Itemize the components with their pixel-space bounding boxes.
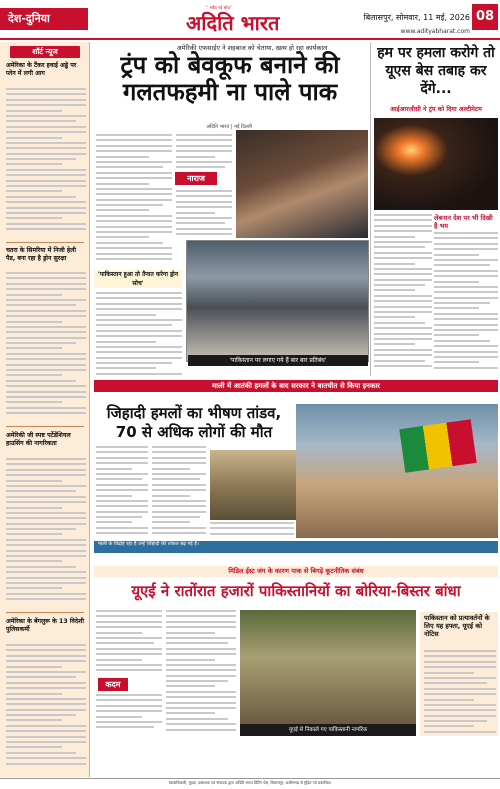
left-column [0,42,90,777]
mali-headline: जिहादी हमलों का भीषण तांडव, 70 से अधिक लोगों की मौत [106,404,282,441]
lead-kicker: अमेरिकी एफसाईए ने शहबाज को चेताया, खत्म हो रहा कार्यकाल [176,44,328,52]
right-top-body-2 [434,232,498,374]
masthead-logo [186,4,296,36]
brief-title-3: अमेरिकी जी स्पष्ट पर्टेडेंशियल हाउसिंग की नागरिकता [6,432,71,447]
bottom-side-headline: पाकिस्तान को प्रत्यावर्तनों के लिए यह हफ्ता, यूएई को नोटिस [424,614,490,638]
dateline: बिलासपुर, सोमवार, 11 मई, 2026 [363,13,470,22]
mali-body-2 [152,446,206,538]
bottom-tag: कदम [98,678,128,691]
brief-title-2: चतरा के सिमरिया में निजी हेली पैड, बना रहा है ड्रोन सुरक्षा [6,247,76,262]
right-top-subhead: आईआरजीसी ने ट्रंप को दिया अल्टीमेटम [390,106,482,113]
refugees-photo [240,610,416,726]
section-tab: देश-दुनिया [0,8,88,30]
brief-body-2 [6,272,86,422]
lead-body-col-2a [176,134,232,170]
bottom-body-2 [96,694,162,734]
mali-photo-caption: माली के विद्रोह रहा है उन्हें जिहादी की ताकत बढ़ गई है। [94,541,498,553]
divider [6,242,84,243]
page-footer: स्वत्वाधिकारी, मुद्रक, प्रकाशक एवं संपादक द्वारा अदिति भारत प्रिंटिंग प्रेस, बिलासपुर, छत्तीसगढ़ से मुद्रित एवं प्रकाशित। [0,778,500,789]
lead-photo-caption: 'पाकिस्तान पर लगाए गये हैं बार बार प्रतिबंध' [188,355,368,366]
lead-byline: अदिति भारत | नई दिल्ली [206,124,252,130]
refugees-photo-caption: यूएई से निकाले गए पाकिस्तानी नागरिक [240,724,416,736]
brief-body-3 [6,458,86,608]
lead-headline: ट्रंप को बेवकूफ बनाने की गलतफहमी ना पाले पाक [120,51,340,106]
bottom-kicker: मिडिल ईस्ट जंग के कारण पाक से बिगड़े कूटनीतिक संबंध [94,566,498,577]
header-rule [0,38,500,40]
mali-soldiers-photo [210,450,296,520]
right-top-headline: हम पर हमला करोगे तो यूएस बेस तबाह कर देंगे... [377,45,495,97]
mali-banner: माली में आतंकी हमलों के बाद सरकार ने बातचीत से किया इनकार [94,380,498,392]
right-top-body-1 [374,214,432,374]
lead-box-body [96,292,182,376]
page-number: 08 [472,4,498,30]
brief-body-4 [6,644,86,772]
bottom-body-3 [166,610,236,734]
lead-box-headline: 'पाकिस्तान हुआ तो तैनात करेगा ड्रोन सोच' [94,270,182,288]
missile-photo [374,118,498,210]
website-link[interactable]: www.adityabharat.com [400,28,470,35]
brief-title-4: अमेरिका के बेंगलुरू के 13 विदेशी पुलिसकर्मी [6,618,84,633]
logo-text: अदिति भारत [186,11,280,35]
lead-photo-sharif [186,240,369,362]
logo-tagline: ‘‘ सदैव नई सोच’’ [206,5,233,10]
mali-body-1 [96,446,148,538]
brief-body-1 [6,88,86,238]
bottom-side-body [424,650,496,734]
lead-tag: नाराज [175,172,217,185]
page-header [0,0,500,44]
short-news-badge: शॉर्ट न्यूज [10,46,80,58]
lead-photo-trump [236,130,368,238]
divider [6,612,84,613]
brief-title-1: अमेरिका के टैंकर हवाई अड्डे पर प्लेन में लगी आग [6,62,77,77]
mali-body-3 [210,522,294,538]
bottom-body-1 [96,610,162,676]
lead-body-col-2b [176,190,232,238]
bottom-headline: यूएई ने रातोंरात हजारों पाकिस्तानियों का बोरिया-बिस्तर बांधा [131,582,461,600]
lead-body-col-1 [96,134,172,266]
right-top-sidehead: लेबनान देश पर भी दिखी है भय [434,214,493,230]
divider [6,426,84,427]
